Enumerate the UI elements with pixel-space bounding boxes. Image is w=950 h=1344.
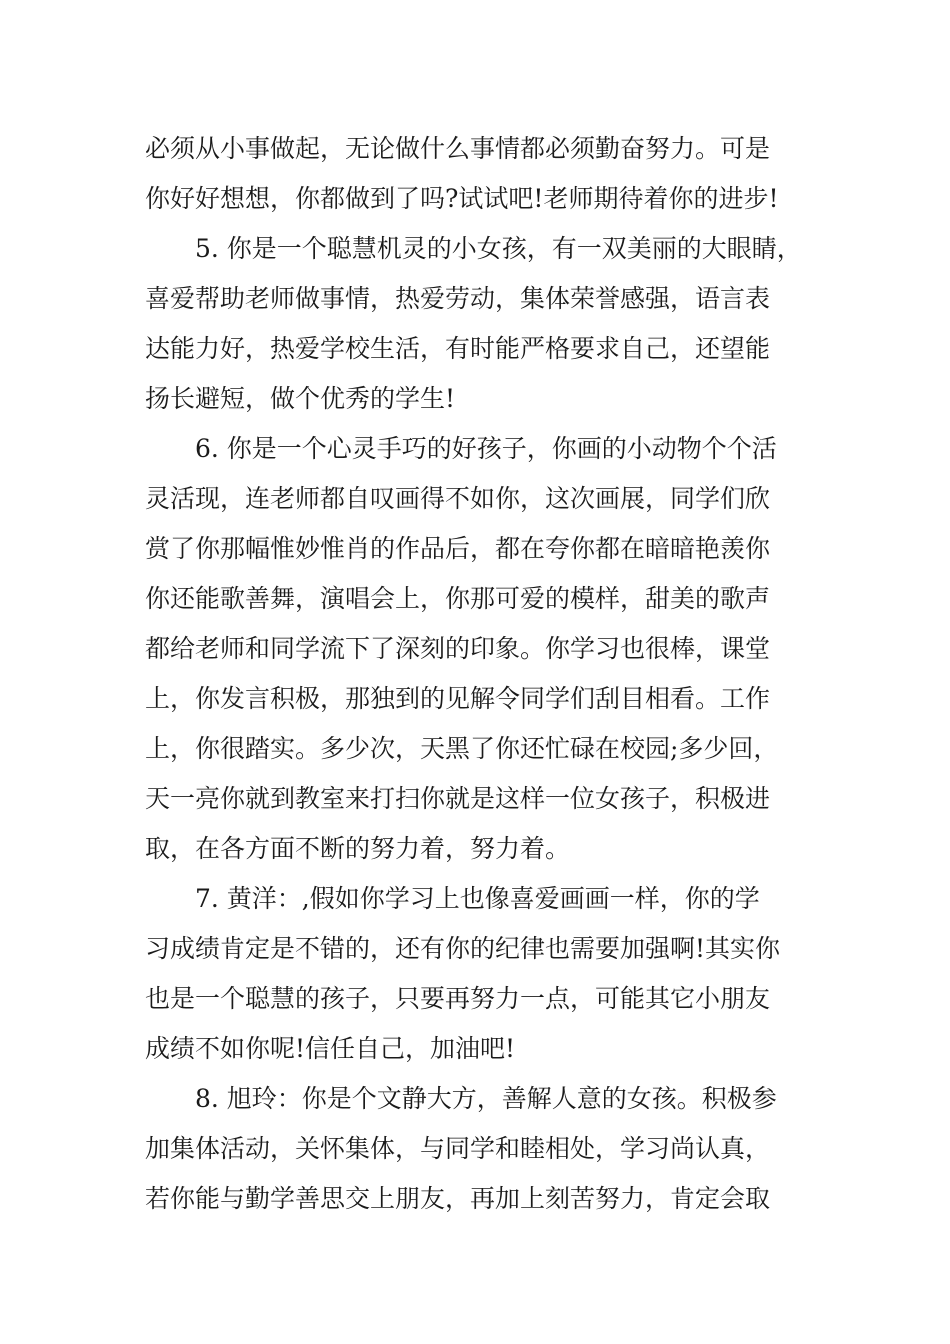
- text-line: 天一亮你就到教室来打扫你就是这样一位女孩子，积极进: [145, 784, 771, 813]
- text-line: 若你能与勤学善思交上朋友，再加上刻苦努力，肯定会取: [145, 1184, 771, 1213]
- text-line: 6. 你是一个心灵手巧的好孩子，你画的小动物个个活: [195, 434, 777, 463]
- text-line: 加集体活动，关怀集体，与同学和睦相处，学习尚认真，: [145, 1134, 771, 1163]
- text-line: 扬长避短，做个优秀的学生!: [145, 384, 456, 413]
- text-line: 喜爱帮助老师做事情，热爱劳动，集体荣誉感强，语言表: [145, 284, 771, 313]
- text-line: 达能力好，热爱学校生活，有时能严格要求自己，还望能: [145, 334, 771, 363]
- text-line: 上，你很踏实。多少次，天黑了你还忙碌在校园;多少回，: [145, 734, 779, 763]
- text-line: 也是一个聪慧的孩子，只要再努力一点，可能其它小朋友: [145, 984, 771, 1013]
- text-line: 灵活现，连老师都自叹画得不如你，这次画展，同学们欣: [145, 484, 771, 513]
- document-body: [145, 124, 835, 1224]
- text-line: 习成绩肯定是不错的，还有你的纪律也需要加强啊!其实你: [145, 934, 781, 963]
- text-line: 取，在各方面不断的努力着，努力着。: [145, 834, 571, 863]
- text-line: 你好好想想，你都做到了吗?试试吧!老师期待着你的进步!: [145, 184, 779, 213]
- text-line: 8. 旭玲：你是个文静大方，善解人意的女孩。积极参: [195, 1084, 777, 1113]
- text-line: 赏了你那幅惟妙惟肖的作品后，都在夸你都在暗暗艳羡你: [145, 534, 771, 563]
- text-line: 7. 黄洋：,假如你学习上也像喜爱画画一样，你的学: [195, 884, 760, 913]
- text-line: 上，你发言积极，那独到的见解令同学们刮目相看。工作: [145, 684, 771, 713]
- text-line: 你还能歌善舞，演唱会上，你那可爱的模样，甜美的歌声: [145, 584, 771, 613]
- text-line: 都给老师和同学流下了深刻的印象。你学习也很棒，课堂: [145, 634, 771, 663]
- text-line: 必须从小事做起，无论做什么事情都必须勤奋努力。可是: [145, 134, 771, 163]
- text-line: 成绩不如你呢!信任自己，加油吧!: [145, 1034, 516, 1063]
- text-line: 5. 你是一个聪慧机灵的小女孩，有一双美丽的大眼睛，: [195, 234, 802, 263]
